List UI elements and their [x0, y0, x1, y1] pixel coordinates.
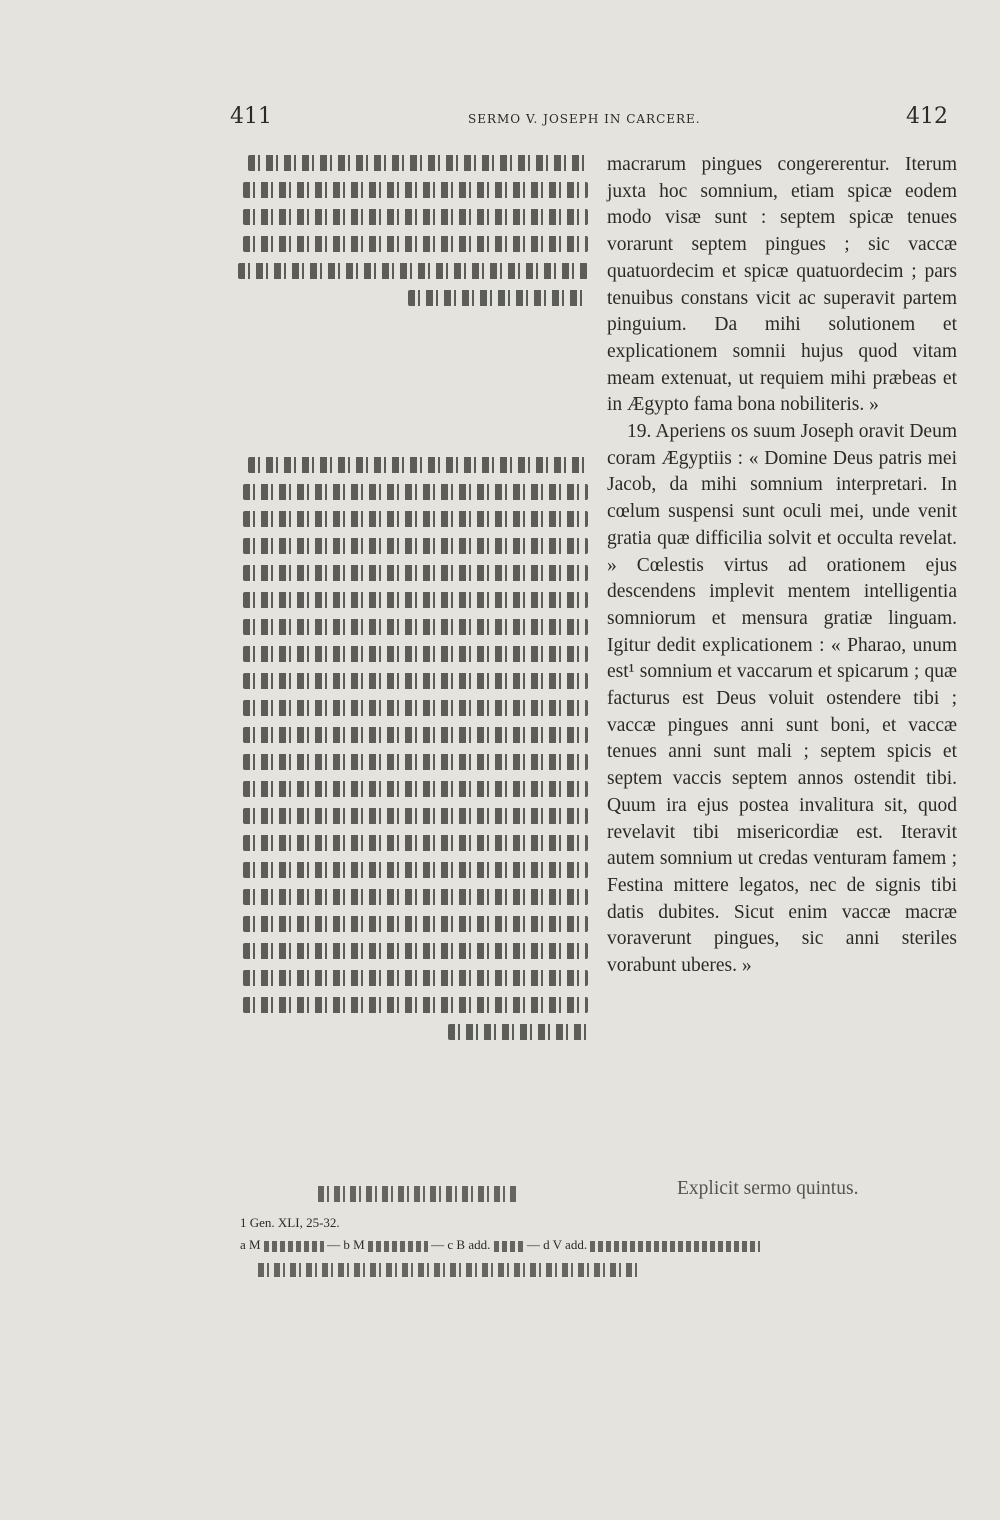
syriac-line	[228, 177, 588, 204]
footnote-syriac-line	[258, 1263, 638, 1277]
syriac-line	[228, 830, 588, 857]
syriac-line	[228, 285, 588, 312]
syriac-line	[228, 938, 588, 965]
running-head	[0, 104, 1000, 134]
variant-b: — b M	[327, 1237, 365, 1252]
syriac-variant	[264, 1241, 324, 1252]
syriac-line	[228, 857, 588, 884]
syriac-line	[228, 722, 588, 749]
syriac-line	[228, 884, 588, 911]
syriac-line	[228, 911, 588, 938]
syriac-line	[228, 668, 588, 695]
footnote-variants	[240, 1237, 980, 1253]
variant-d: — d V add.	[526, 1237, 588, 1252]
variant-a: a M	[240, 1237, 261, 1252]
syriac-line	[228, 695, 588, 722]
syriac-line	[228, 150, 588, 177]
left-page-number: 411	[230, 104, 272, 129]
syriac-line	[228, 641, 588, 668]
footnotes	[240, 1215, 980, 1253]
syriac-line	[228, 803, 588, 830]
footnote-1: 1 Gen. XLI, 25-32.	[240, 1215, 340, 1230]
syriac-line	[228, 614, 588, 641]
syriac-line	[228, 560, 588, 587]
syriac-variant	[494, 1241, 524, 1252]
variant-c: — c B add.	[431, 1237, 491, 1252]
syriac-line	[228, 965, 588, 992]
explicit-line: Explicit sermo quintus.	[677, 1178, 859, 1199]
syriac-line	[228, 587, 588, 614]
running-title: SERMO V. JOSEPH IN CARCERE.	[468, 112, 701, 126]
syriac-line	[228, 204, 588, 231]
syriac-line	[228, 452, 588, 479]
syriac-colophon	[318, 1186, 518, 1202]
right-page-number: 412	[906, 104, 948, 129]
latin-paragraph: 19. Aperiens os suum Joseph oravit Deum coram Ægyptiis : « Domine Deus patris mei Jacob, da mihi somnium interpretari. In cœlum suspensi sunt oculi mei, unde venit gratia quæ difficilia solvit et occulta revelat. » Cœlestis virtus ad orationem ejus descendens implevit mentem intelligentia somniorum et mensura gratiæ linguam. Igitur dedit explicationem : « Pharao, unum est¹ somnium et vaccarum et spicarum ; quæ facturus est Deus voluit ostendere tibi ; vaccæ pingues anni sunt boni, et vaccæ tenues anni sunt mali ; septem spicis et septem vaccis septem annos ostendit tibi. Quum ira ejus postea invalitura sit, quod revelavit tibi misericordiæ est. Iteravit autem somnium ut credas venturam famem ; Festina mittere legatos, nec de signis tibi datis dubites. Sicut enim vaccæ macræ voraverunt pingues, sic anni steriles vorabunt uberes. »	[607, 421, 957, 977]
syriac-line	[228, 992, 588, 1019]
syriac-line	[228, 533, 588, 560]
syriac-line	[228, 506, 588, 533]
syriac-line	[228, 479, 588, 506]
syriac-line	[228, 776, 588, 803]
syriac-variant	[590, 1241, 760, 1252]
syriac-column	[228, 150, 588, 1046]
latin-column	[607, 152, 957, 980]
syriac-line	[228, 258, 588, 285]
syriac-line	[228, 749, 588, 776]
syriac-variant	[368, 1241, 428, 1252]
syriac-line	[228, 1019, 588, 1046]
latin-paragraph: macrarum pingues congererentur. Iterum juxta hoc somnium, etiam spicæ eodem modo visæ sunt : septem spicæ tenues vorarunt septem pingues ; sic vaccæ quatuordecim et spicæ quatuordecim ; pars tenuibus constans vicit ac superavit partem pinguium. Da mihi solutionem et explicationem somnii hujus quod vitam meam extenuat, ut requiem mihi præbeas et in Ægypto fama bona nobiliteris. »	[607, 154, 957, 416]
syriac-line	[228, 231, 588, 258]
